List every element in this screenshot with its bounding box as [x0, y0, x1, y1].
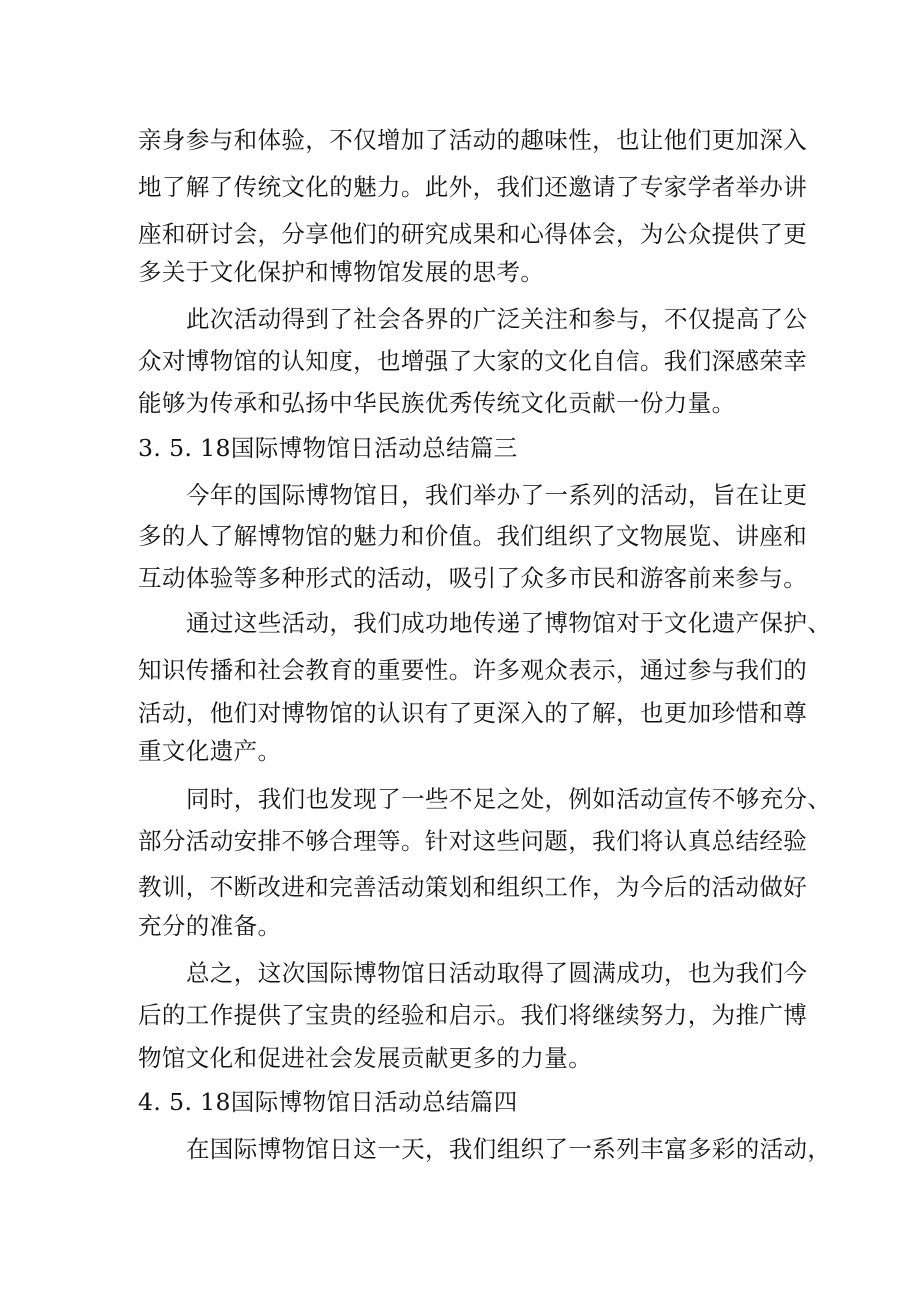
paragraph-first-line: 总之，这次国际博物馆日活动取得了圆满成功，也为我们今	[186, 959, 808, 987]
text-line: 重文化遗产。	[138, 737, 282, 765]
text-line: 后的工作提供了宝贵的经验和启示。我们将继续努力，为推广博	[138, 1001, 808, 1029]
paragraph-first-line: 同时，我们也发现了一些不足之处，例如活动宣传不够充分、	[186, 785, 832, 813]
text-line: 多关于文化保护和博物馆发展的思考。	[138, 258, 545, 286]
text-line: 众对博物馆的认知度，也增强了大家的文化自信。我们深感荣幸	[138, 347, 808, 375]
section-heading-4: 4. 5. 18国际博物馆日活动总结篇四	[138, 1088, 518, 1116]
text-line: 知识传播和社会教育的重要性。许多观众表示，通过参与我们的	[138, 656, 808, 684]
paragraph-first-line: 在国际博物馆日这一天，我们组织了一系列丰富多彩的活动，	[186, 1135, 832, 1163]
paragraph-first-line: 通过这些活动，我们成功地传递了博物馆对于文化遗产保护、	[186, 609, 832, 637]
paragraph-first-line: 此次活动得到了社会各界的广泛关注和参与，不仅提高了公	[186, 305, 808, 333]
text-line: 充分的准备。	[138, 912, 282, 940]
text-line: 亲身参与和体验，不仅增加了活动的趣味性，也让他们更加深入	[138, 126, 808, 154]
text-line: 多的人了解博物馆的魅力和价值。我们组织了文物展览、讲座和	[138, 522, 808, 550]
text-line: 地了解了传统文化的魅力。此外，我们还邀请了专家学者举办讲	[138, 173, 808, 201]
text-line: 部分活动安排不够合理等。针对这些问题，我们将认真总结经验	[138, 827, 808, 855]
text-line: 物馆文化和促进社会发展贡献更多的力量。	[138, 1044, 593, 1072]
text-line: 教训，不断改进和完善活动策划和组织工作，为今后的活动做好	[138, 873, 808, 901]
text-line: 能够为传承和弘扬中华民族优秀传统文化贡献一份力量。	[138, 389, 736, 417]
paragraph-first-line: 今年的国际博物馆日，我们举办了一系列的活动，旨在让更	[186, 481, 808, 509]
text-line: 活动，他们对博物馆的认识有了更深入的了解，也更加珍惜和尊	[138, 699, 808, 727]
text-line: 互动体验等多种形式的活动，吸引了众多市民和游客前来参与。	[138, 564, 808, 592]
text-line: 座和研讨会，分享他们的研究成果和心得体会，为公众提供了更	[138, 220, 808, 248]
section-heading-3: 3. 5. 18国际博物馆日活动总结篇三	[138, 434, 518, 462]
